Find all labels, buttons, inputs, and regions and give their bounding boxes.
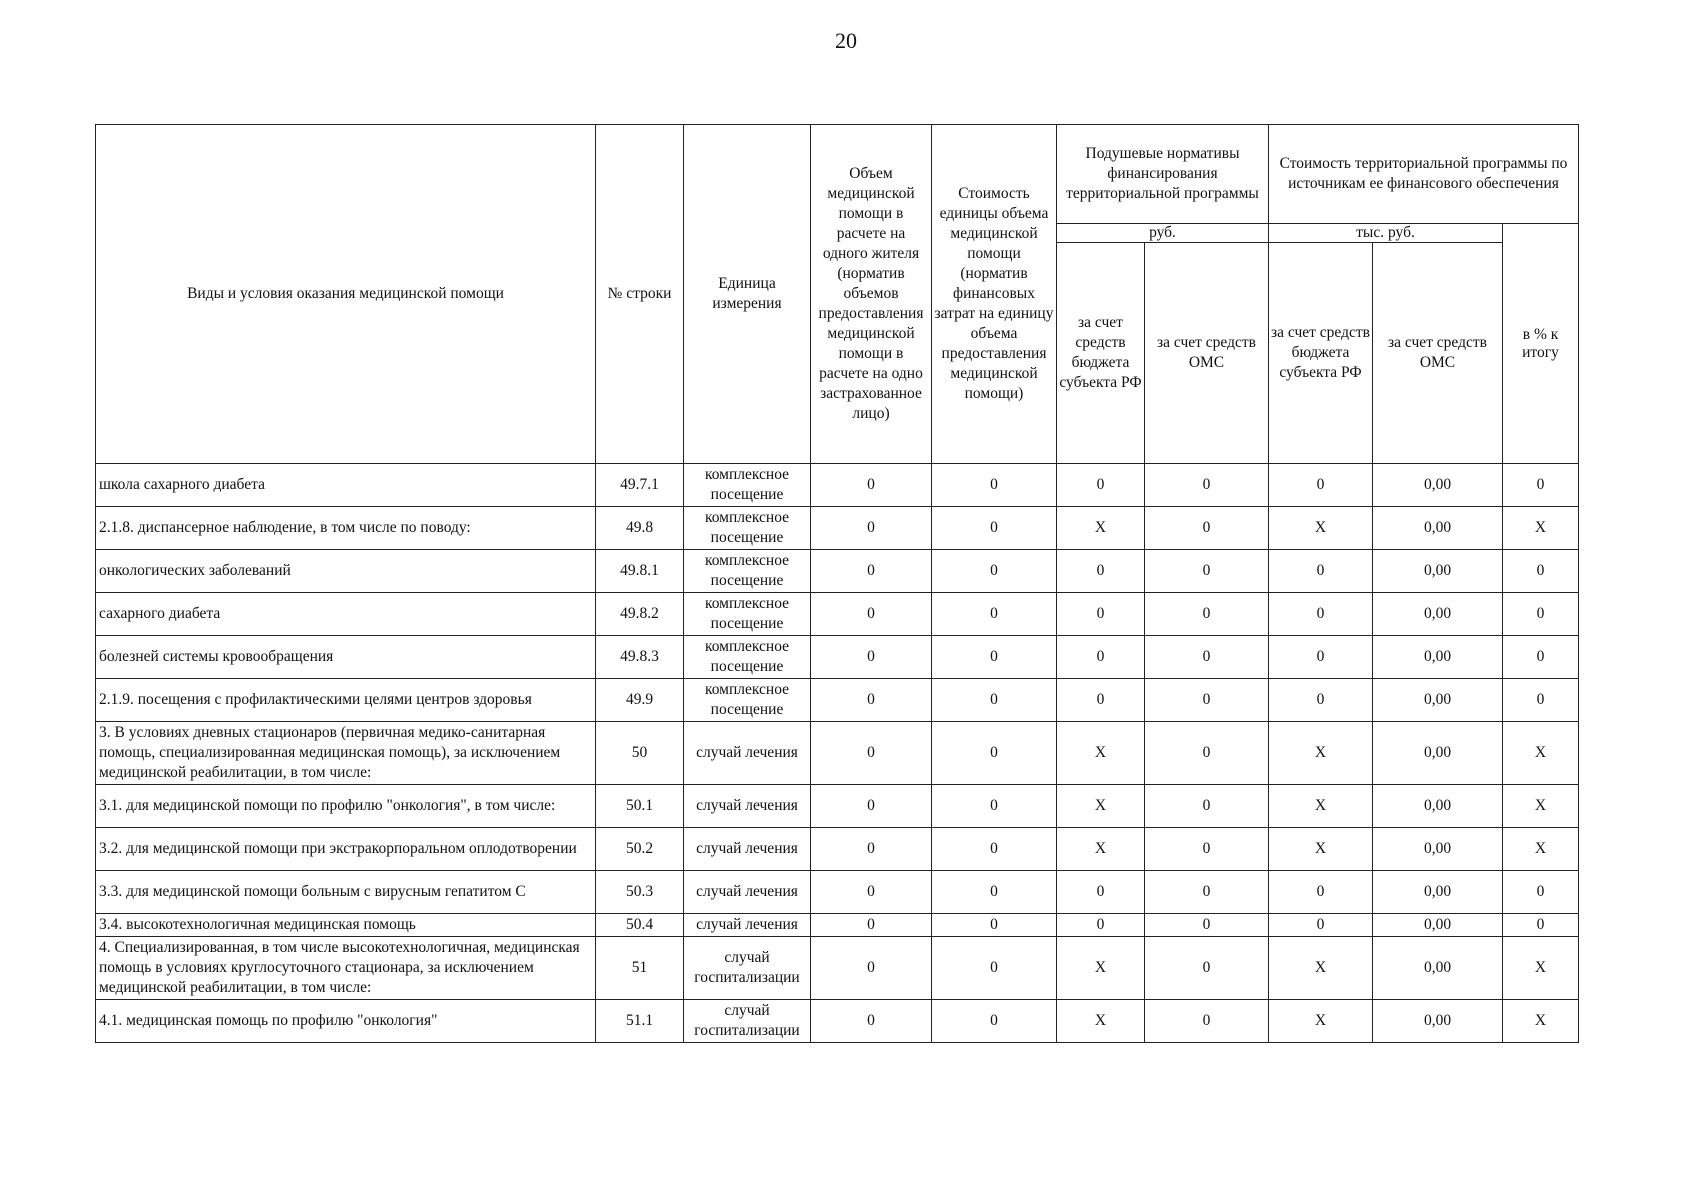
- row-unit: комплексное посещение: [684, 636, 811, 679]
- row-line: 50.1: [596, 785, 684, 828]
- row-cost-oms: 0,00: [1373, 679, 1503, 722]
- row-name: сахарного диабета: [96, 593, 596, 636]
- row-norm-budget: X: [1057, 507, 1145, 550]
- row-unit-cost: 0: [932, 937, 1057, 1000]
- header-cost-oms: за счет средств ОМС: [1373, 243, 1503, 464]
- row-norm-oms: 0: [1145, 550, 1269, 593]
- row-unit: комплексное посещение: [684, 593, 811, 636]
- row-cost-oms: 0,00: [1373, 722, 1503, 785]
- row-cost-oms: 0,00: [1373, 828, 1503, 871]
- row-cost-oms: 0,00: [1373, 507, 1503, 550]
- row-unit: случай лечения: [684, 785, 811, 828]
- row-name: 3.4. высокотехнологичная медицинская помощь: [96, 914, 596, 937]
- row-percent: X: [1503, 937, 1579, 1000]
- header-per-capita-norms: Подушевые нормативы финансирования территориальной программы: [1057, 125, 1269, 224]
- row-line: 51: [596, 937, 684, 1000]
- table-row: [96, 679, 1579, 722]
- row-percent: 0: [1503, 871, 1579, 914]
- row-unit: случай лечения: [684, 722, 811, 785]
- row-percent: X: [1503, 722, 1579, 785]
- row-percent: 0: [1503, 550, 1579, 593]
- row-norm-oms: 0: [1145, 871, 1269, 914]
- row-line: 49.8: [596, 507, 684, 550]
- table-row: [96, 937, 1579, 1000]
- row-volume: 0: [811, 828, 932, 871]
- row-unit: случай госпитализации: [684, 1000, 811, 1043]
- row-unit-cost: 0: [932, 636, 1057, 679]
- table-row: [96, 914, 1579, 937]
- row-norm-oms: 0: [1145, 937, 1269, 1000]
- row-unit-cost: 0: [932, 914, 1057, 937]
- row-norm-oms: 0: [1145, 464, 1269, 507]
- row-percent: X: [1503, 507, 1579, 550]
- row-norm-oms: 0: [1145, 1000, 1269, 1043]
- row-cost-budget: 0: [1269, 593, 1373, 636]
- row-line: 50.3: [596, 871, 684, 914]
- page-number: 20: [835, 28, 857, 53]
- table-row: [96, 828, 1579, 871]
- row-cost-oms: 0,00: [1373, 937, 1503, 1000]
- row-volume: 0: [811, 914, 932, 937]
- row-volume: 0: [811, 593, 932, 636]
- row-percent: 0: [1503, 593, 1579, 636]
- table-row: [96, 785, 1579, 828]
- header-line-number: № строки: [596, 125, 684, 464]
- row-percent: X: [1503, 1000, 1579, 1043]
- row-norm-budget: X: [1057, 722, 1145, 785]
- row-cost-budget: 0: [1269, 679, 1373, 722]
- row-cost-oms: 0,00: [1373, 550, 1503, 593]
- row-unit: комплексное посещение: [684, 507, 811, 550]
- row-norm-budget: 0: [1057, 871, 1145, 914]
- header-norm-oms: за счет средств ОМС: [1145, 243, 1269, 464]
- header-percent-total: в % к итогу: [1503, 224, 1579, 464]
- row-norm-budget: X: [1057, 828, 1145, 871]
- row-norm-budget: X: [1057, 937, 1145, 1000]
- row-cost-budget: X: [1269, 507, 1373, 550]
- header-cost-budget: за счет средств бюджета субъекта РФ: [1269, 243, 1373, 464]
- row-name: 3.2. для медицинской помощи при экстракорпоральном оплодотворении: [96, 828, 596, 871]
- row-unit: случай госпитализации: [684, 937, 811, 1000]
- row-norm-oms: 0: [1145, 593, 1269, 636]
- row-cost-oms: 0,00: [1373, 914, 1503, 937]
- row-line: 50.4: [596, 914, 684, 937]
- row-line: 50.2: [596, 828, 684, 871]
- row-name: 4. Специализированная, в том числе высокотехнологичная, медицинская помощь в условиях круглосуточного стационара, за исключением медицинской реабилитации, в том числе:: [96, 937, 596, 1000]
- row-unit-cost: 0: [932, 722, 1057, 785]
- row-norm-oms: 0: [1145, 636, 1269, 679]
- row-unit: комплексное посещение: [684, 464, 811, 507]
- table-row: [96, 550, 1579, 593]
- row-cost-oms: 0,00: [1373, 871, 1503, 914]
- row-norm-budget: X: [1057, 1000, 1145, 1043]
- row-unit-cost: 0: [932, 464, 1057, 507]
- row-cost-budget: X: [1269, 1000, 1373, 1043]
- row-line: 49.8.2: [596, 593, 684, 636]
- row-norm-oms: 0: [1145, 722, 1269, 785]
- row-unit-cost: 0: [932, 550, 1057, 593]
- row-line: 49.8.1: [596, 550, 684, 593]
- row-line: 49.7.1: [596, 464, 684, 507]
- row-norm-budget: 0: [1057, 550, 1145, 593]
- row-unit-cost: 0: [932, 1000, 1057, 1043]
- row-name: онкологических заболеваний: [96, 550, 596, 593]
- table-row: [96, 593, 1579, 636]
- row-cost-oms: 0,00: [1373, 785, 1503, 828]
- row-norm-budget: 0: [1057, 464, 1145, 507]
- header-norm-budget: за счет средств бюджета субъекта РФ: [1057, 243, 1145, 464]
- header-unit-cost: Стоимость единицы объема медицинской помощи (норматив финансовых затрат на единицу объема предоставления медицинской помощи): [932, 125, 1057, 464]
- row-unit-cost: 0: [932, 507, 1057, 550]
- table-row: [96, 1000, 1579, 1043]
- row-percent: 0: [1503, 914, 1579, 937]
- row-unit: случай лечения: [684, 914, 811, 937]
- row-percent: X: [1503, 828, 1579, 871]
- row-cost-budget: 0: [1269, 914, 1373, 937]
- row-norm-budget: 0: [1057, 914, 1145, 937]
- header-unit-thousand-rub: тыс. руб.: [1269, 224, 1503, 243]
- row-norm-oms: 0: [1145, 785, 1269, 828]
- row-cost-budget: X: [1269, 785, 1373, 828]
- row-name: 2.1.9. посещения с профилактическими целями центров здоровья: [96, 679, 596, 722]
- row-unit: случай лечения: [684, 871, 811, 914]
- header-unit: Единица измерения: [684, 125, 811, 464]
- row-cost-oms: 0,00: [1373, 636, 1503, 679]
- row-volume: 0: [811, 871, 932, 914]
- program-cost-table: [95, 124, 1579, 1043]
- table-row: [96, 507, 1579, 550]
- row-norm-oms: 0: [1145, 507, 1269, 550]
- row-percent: 0: [1503, 636, 1579, 679]
- row-unit-cost: 0: [932, 828, 1057, 871]
- row-volume: 0: [811, 785, 932, 828]
- row-percent: X: [1503, 785, 1579, 828]
- table-row: [96, 871, 1579, 914]
- row-norm-oms: 0: [1145, 679, 1269, 722]
- row-norm-budget: X: [1057, 785, 1145, 828]
- row-name: 3. В условиях дневных стационаров (первичная медико-санитарная помощь, специализированная медицинская помощь), за исключением медицинской реабилитации, в том числе:: [96, 722, 596, 785]
- row-cost-oms: 0,00: [1373, 593, 1503, 636]
- row-name: болезней системы кровообращения: [96, 636, 596, 679]
- row-percent: 0: [1503, 679, 1579, 722]
- row-percent: 0: [1503, 464, 1579, 507]
- row-volume: 0: [811, 550, 932, 593]
- header-volume: Объем медицинской помощи в расчете на одного жителя (норматив объемов предоставления медицинской помощи в расчете на одно застрахованное лицо): [811, 125, 932, 464]
- row-unit: случай лечения: [684, 828, 811, 871]
- row-norm-budget: 0: [1057, 593, 1145, 636]
- row-cost-budget: X: [1269, 722, 1373, 785]
- row-name: 2.1.8. диспансерное наблюдение, в том числе по поводу:: [96, 507, 596, 550]
- row-cost-oms: 0,00: [1373, 464, 1503, 507]
- row-unit-cost: 0: [932, 785, 1057, 828]
- row-norm-budget: 0: [1057, 636, 1145, 679]
- row-volume: 0: [811, 679, 932, 722]
- row-norm-oms: 0: [1145, 914, 1269, 937]
- row-unit: комплексное посещение: [684, 550, 811, 593]
- row-name: 3.1. для медицинской помощи по профилю "онкология", в том числе:: [96, 785, 596, 828]
- row-cost-budget: X: [1269, 937, 1373, 1000]
- row-line: 49.9: [596, 679, 684, 722]
- row-name: 3.3. для медицинской помощи больным с вирусным гепатитом С: [96, 871, 596, 914]
- row-norm-budget: 0: [1057, 679, 1145, 722]
- row-cost-oms: 0,00: [1373, 1000, 1503, 1043]
- table-row: [96, 464, 1579, 507]
- header-unit-rub: руб.: [1057, 224, 1269, 243]
- row-cost-budget: 0: [1269, 464, 1373, 507]
- row-line: 50: [596, 722, 684, 785]
- row-unit-cost: 0: [932, 871, 1057, 914]
- row-volume: 0: [811, 937, 932, 1000]
- row-volume: 0: [811, 507, 932, 550]
- row-cost-budget: X: [1269, 828, 1373, 871]
- row-name: школа сахарного диабета: [96, 464, 596, 507]
- row-norm-oms: 0: [1145, 828, 1269, 871]
- row-volume: 0: [811, 636, 932, 679]
- row-name: 4.1. медицинская помощь по профилю "онкология": [96, 1000, 596, 1043]
- row-unit-cost: 0: [932, 593, 1057, 636]
- row-unit: комплексное посещение: [684, 679, 811, 722]
- table-row: [96, 636, 1579, 679]
- table-row: [96, 722, 1579, 785]
- row-unit-cost: 0: [932, 679, 1057, 722]
- row-cost-budget: 0: [1269, 636, 1373, 679]
- row-volume: 0: [811, 464, 932, 507]
- row-line: 49.8.3: [596, 636, 684, 679]
- row-cost-budget: 0: [1269, 550, 1373, 593]
- row-volume: 0: [811, 722, 932, 785]
- header-name: Виды и условия оказания медицинской помощи: [96, 125, 596, 464]
- row-line: 51.1: [596, 1000, 684, 1043]
- row-cost-budget: 0: [1269, 871, 1373, 914]
- row-volume: 0: [811, 1000, 932, 1043]
- header-program-cost: Стоимость территориальной программы по источникам ее финансового обеспечения: [1269, 125, 1579, 224]
